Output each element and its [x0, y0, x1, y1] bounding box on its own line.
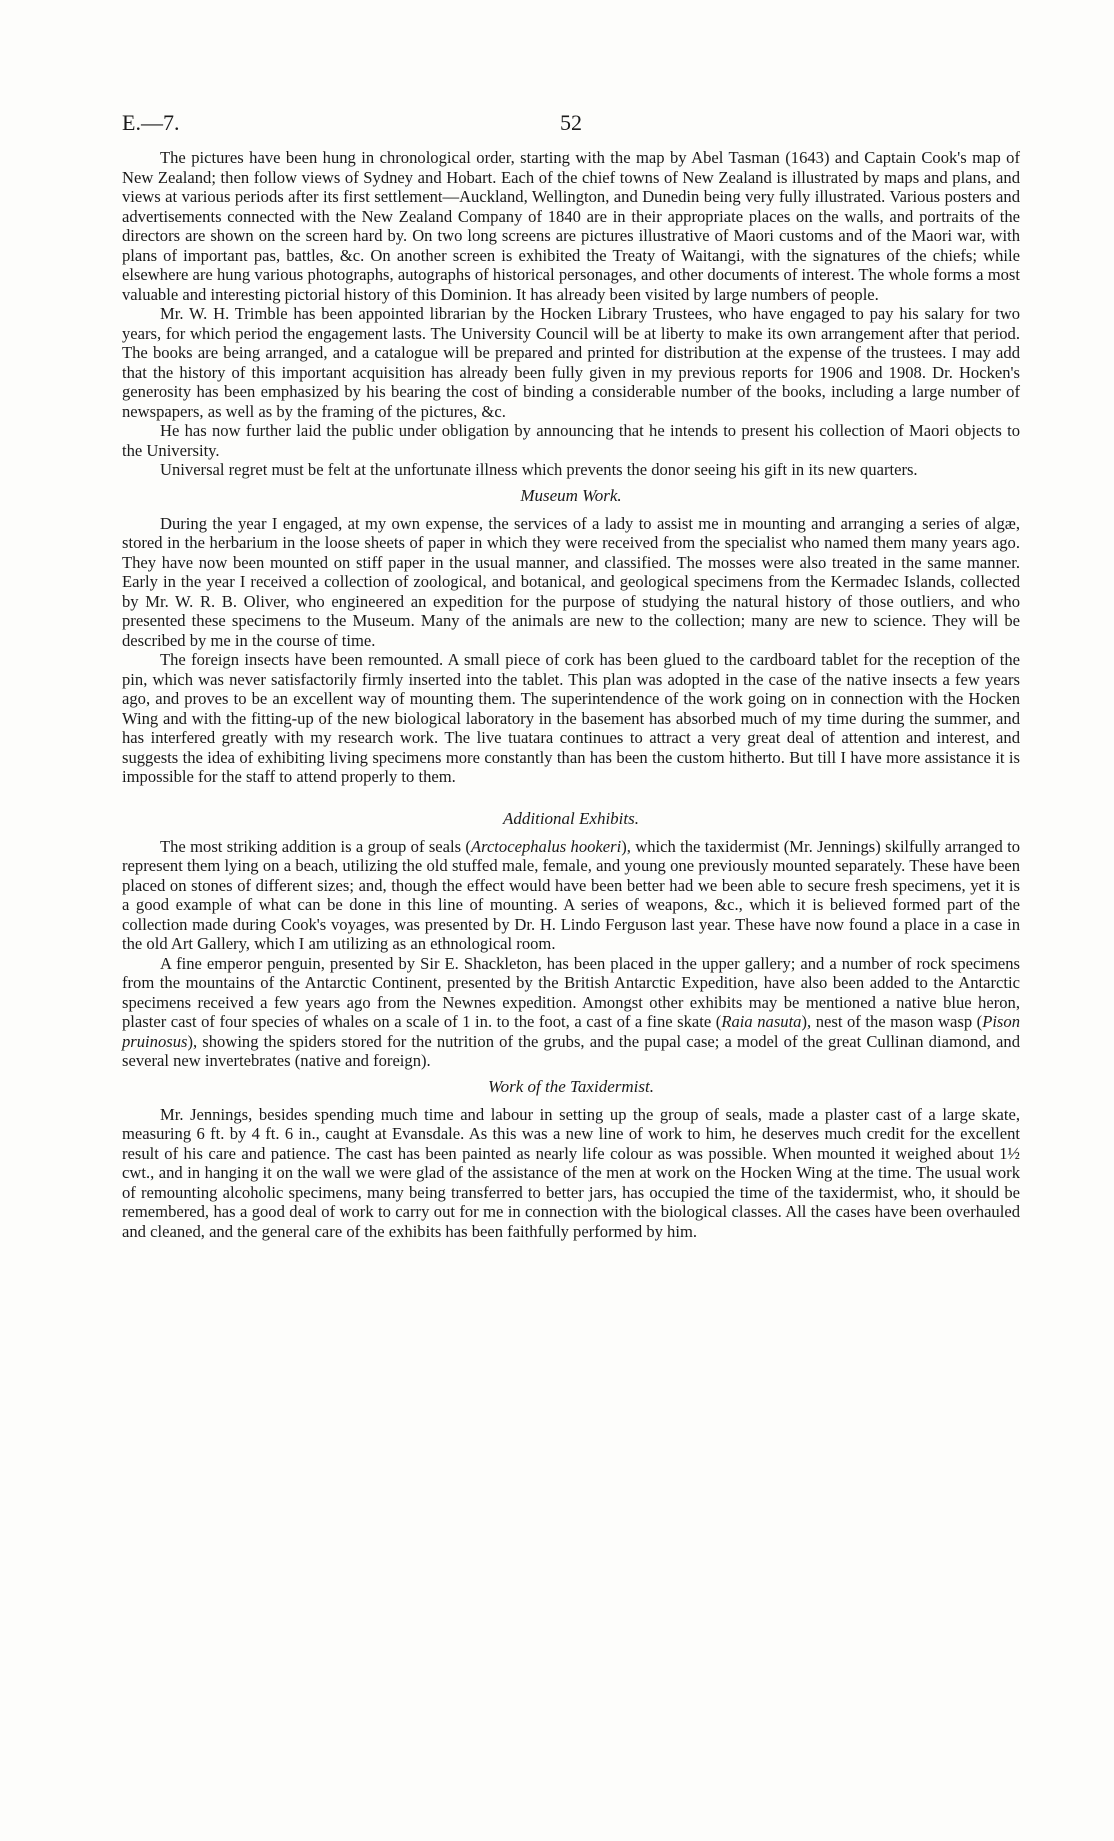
section-heading-museum-work: Museum Work. — [520, 485, 622, 505]
text-run: ), which the taxidermist (Mr. Jennings) skilfully arranged to represent them lying on a beach, utilizing the old stuffed male, female, and young one previously mounted separately. These have been placed on stones of different sizes; and, though the effect would have been better had we been able to secure fresh specimens, yet it is a good example of what can be done in this line of mounting. A series of weapons, &c., which it is believed formed part of the collection made during Cook's voyages, was presented by Dr. H. Lindo Ferguson last year. These have now found a place in a case in the old Art Gallery, which I am utilizing as an ethnological room. — [122, 836, 1021, 953]
exhibits-paragraph-penguin — [122, 954, 1020, 1071]
museum-work-paragraph-algae: During the year I engaged, at my own expense, the services of a lady to assist me in mounting and arranging a series of algæ, stored in the herbarium in the loose sheets of paper in which they were received from the specialist who named them many years ago. They have now been mounted on stiff paper in the usual manner, and classified. The mosses were also treated in the same manner. Early in the year I received a collection of zoological, and botanical, and geological specimens from the Kermadec Islands, collected by Mr. W. R. B. Oliver, who engineered an expedition for the purpose of studying the natural history of those outliers, and who presented these specimens to the Museum. Many of the animals are new to the collection; many are new to science. They will be described by me in the course of time. — [122, 513, 1020, 650]
text-run: The most striking addition is a group of seals ( — [160, 836, 471, 856]
section-heading-additional-exhibits: Additional Exhibits. — [503, 808, 639, 828]
document-reference: E.—7. — [122, 110, 180, 135]
intro-paragraph-pictures: The pictures have been hung in chronological order, starting with the map by Abel Tasman (1643) and Captain Cook's map of New Zealand; then follow views of Sydney and Hobart. Each of the chief towns of New Zealand is illustrated by maps and plans, and views at various periods after its first settlement—Auckland, Wellington, and Dunedin being very fully illustrated. Various posters and advertisements connected with the New Zealand Company of 1840 are in their appropriate places on the walls, and portraits of the directors are shown on the screen hard by. On two long screens are pictures illustrative of Maori customs and of the Maori war, with plans of important pas, battles, &c. On another screen is exhibited the Treaty of Waitangi, with the signatures of the chiefs; while elsewhere are hung various photographs, autographs of historical personages, and other documents of interest. The whole forms a most valuable and interesting pictorial history of this Dominion. It has already been visited by large numbers of people. — [122, 148, 1020, 304]
page-header — [122, 110, 1020, 136]
exhibits-paragraph-seals — [122, 837, 1020, 954]
text-run: A fine emperor penguin, presented by Sir E. Shackleton, has been placed in the upper gallery; and a number of rock specimens from the mountains of the Antarctic Continent, presented by the British Antarctic Expedition, have also been added to the Antarctic specimens received a few years ago from the Newnes expedition. Amongst other exhibits may be mentioned a native blue heron, plaster cast of four species of whales on a scale of 1 in. to the foot, a cast of a fine skate ( — [122, 953, 1020, 1031]
intro-paragraph-regret: Universal regret must be felt at the unfortunate illness which prevents the donor seeing his gift in its new quarters. — [160, 460, 918, 479]
text-run: ), nest of the mason wasp ( — [801, 1012, 983, 1031]
species-name: Arctocephalus hookeri — [470, 836, 622, 856]
section-heading-taxidermist: Work of the Taxidermist. — [488, 1076, 654, 1096]
species-name: Pison pruinosus — [122, 1012, 1020, 1051]
intro-paragraph-librarian: Mr. W. H. Trimble has been appointed librarian by the Hocken Library Trustees, who have engaged to pay his salary for two years, for which period the engagement lasts. The University Council will be at liberty to make its own arrangement after that period. The books are being arranged, and a catalogue will be prepared and printed for distribution at the expense of the trustees. I may add that the history of this important acquisition has already been fully given in my previous reports for 1906 and 1908. Dr. Hocken's generosity has been emphasized by his bearing the cost of binding a considerable number of the books, including a large number of newspapers, as well as by the framing of the pictures, &c. — [122, 304, 1020, 421]
intro-paragraph-maori-objects: He has now further laid the public under obligation by announcing that he intends to present his collection of Maori objects to the University. — [122, 421, 1020, 460]
text-run: ), showing the spiders stored for the nutrition of the grubs, and the pupal case; a model of the great Cullinan diamond, and several new invertebrates (native and foreign). — [122, 1031, 1020, 1070]
museum-work-paragraph-insects: The foreign insects have been remounted. A small piece of cork has been glued to the cardboard tablet for the reception of the pin, which was never satisfactorily firmly inserted into the tablet. This plan was adopted in the case of the native insects a few years ago, and proves to be an excellent way of mounting them. The superintendence of the work going on in connection with the Hocken Wing and with the fitting-up of the new biological laboratory in the basement has absorbed much of my time during the summer, and has interfered greatly with my research work. The live tuatara continues to attract a very great deal of attention and interest, and suggests the idea of exhibiting living specimens more constantly than has been the custom hitherto. But till I have more assistance it is impossible for the staff to attend properly to them. — [122, 650, 1020, 786]
page-body — [122, 148, 1020, 1245]
taxidermist-paragraph: Mr. Jennings, besides spending much time and labour in setting up the group of seals, made a plaster cast of a large skate, measuring 6 ft. by 4 ft. 6 in., caught at Evansdale. As this was a new line of work to him, he deserves much credit for the excellent result of his care and patience. The cast has been painted as nearly life colour as was possible. When mounted it weighed about 1½ cwt., and in hanging it on the wall we were glad of the assistance of the men at work on the Hocken Wing at the time. The usual work of remounting alcoholic specimens, many being transferred to better jars, has occupied the time of the taxidermist, who, it should be remembered, has a good deal of work to carry out for me in connection with the biological classes. All the cases have been overhauled and cleaned, and the general care of the exhibits has been faithfully performed by him. — [122, 1104, 1020, 1241]
page-number: 52 — [560, 110, 582, 135]
species-name: Raia nasuta — [721, 1012, 802, 1031]
